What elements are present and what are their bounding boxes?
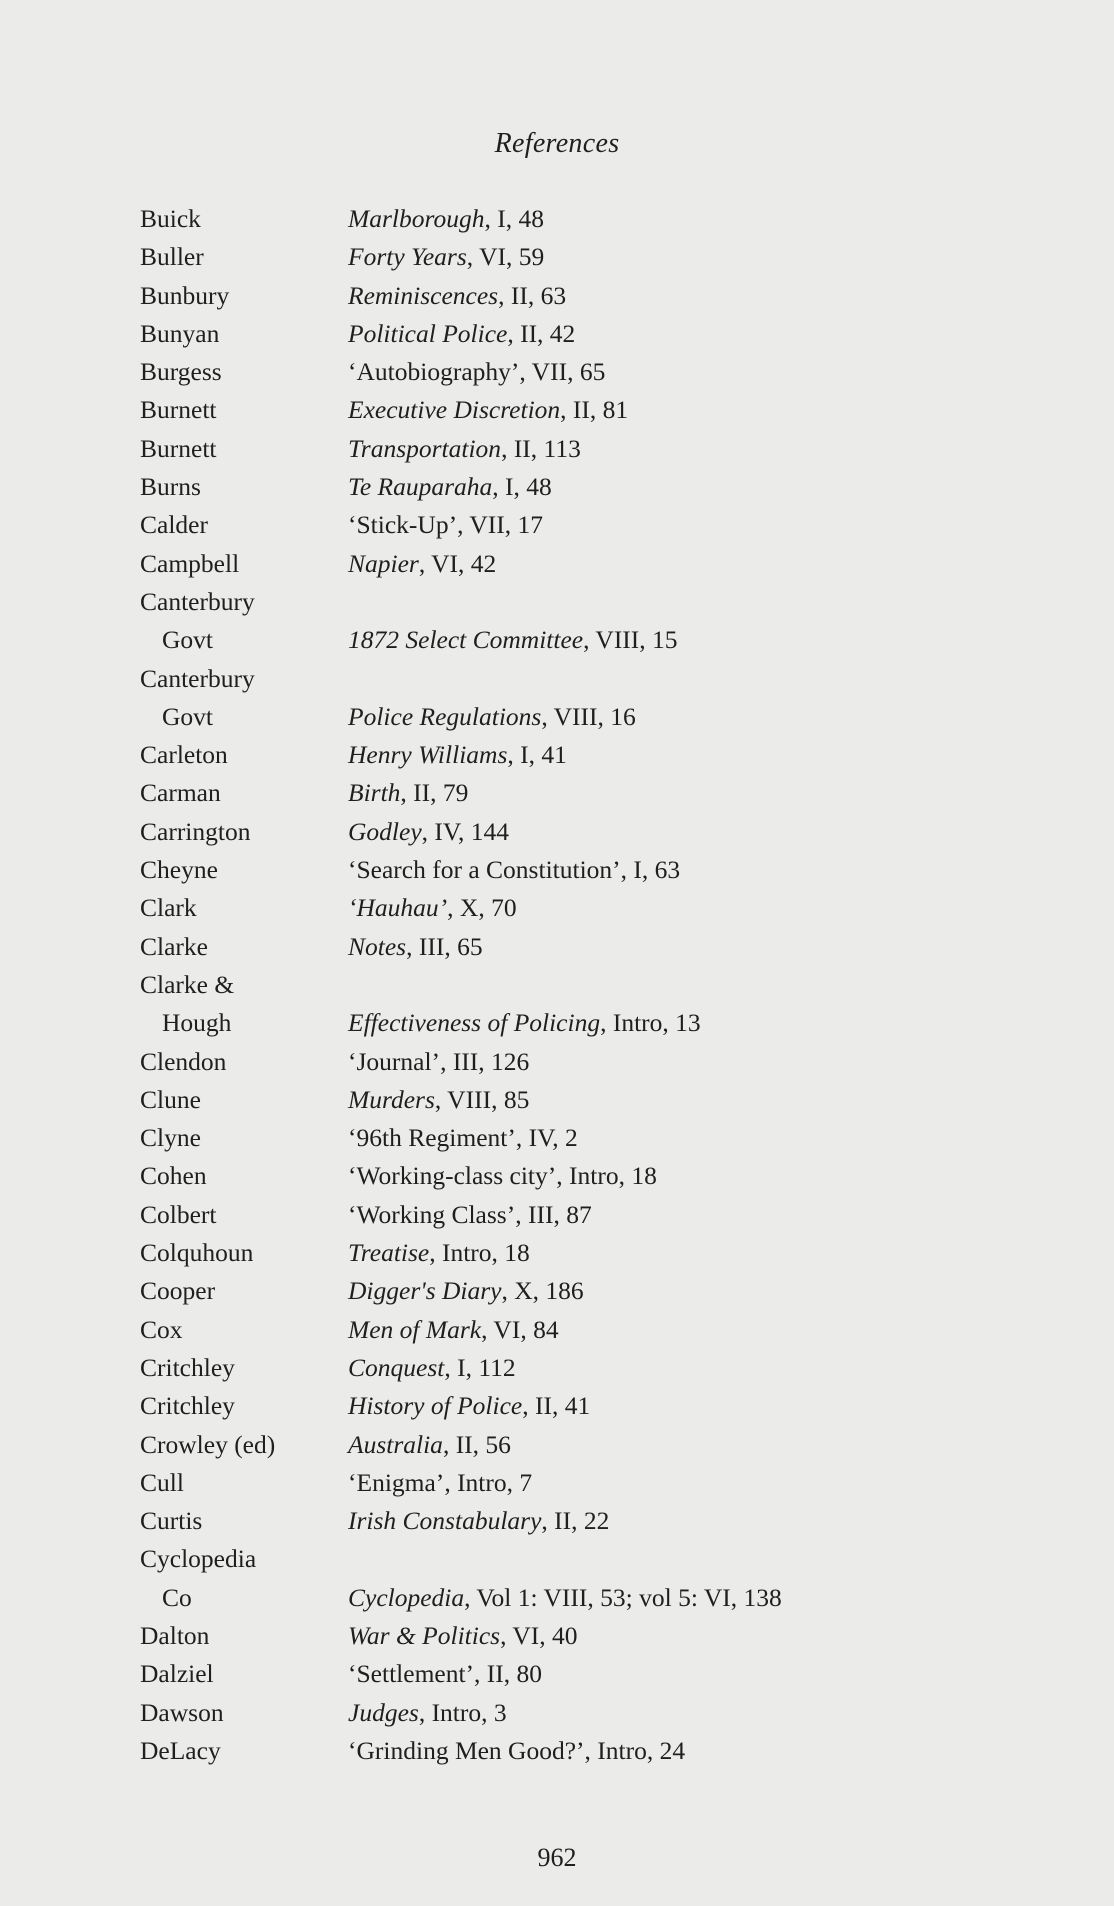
reference-entry [140,1502,1000,1540]
volume-page-ref: , VI, 84 [481,1314,559,1344]
author-name-line: Co [162,1582,192,1612]
reference-work [348,353,1000,391]
work-title: Forty Years [348,242,467,272]
author-name-line: Campbell [140,548,240,578]
volume-page-ref: , I, 112 [444,1352,516,1382]
work-title: ‘Working-class city’ [348,1161,557,1191]
work-title: Executive Discretion [348,395,561,425]
reference-author [140,813,348,851]
author-name-line: Govt [162,625,213,655]
author-name-line: Buick [140,204,201,233]
reference-entry [140,200,1000,238]
work-title: Effectiveness of Policing [348,1008,601,1038]
author-name-line: Cull [140,1467,184,1497]
volume-page-ref: , II, 63 [498,280,567,310]
volume-page-ref: , X, 70 [447,893,517,923]
reference-entry [140,238,1000,276]
reference-author [140,1234,348,1272]
reference-author [140,928,348,966]
reference-author [140,1311,348,1349]
reference-author [140,1617,348,1655]
reference-entry [140,928,1000,966]
reference-entry [140,774,1000,812]
author-name-line: Bunyan [140,318,220,348]
reference-author [140,1043,348,1081]
volume-page-ref: , VII, 17 [457,510,544,540]
volume-page-ref: , VI, 59 [466,242,545,272]
reference-work [348,1655,1000,1693]
reference-work [348,660,1000,737]
author-name-line: Carman [140,778,221,808]
volume-page-ref: , I, 48 [492,472,552,502]
reference-work [348,1502,1000,1540]
work-title: ‘Grinding Men Good?’ [348,1735,585,1765]
author-name-line: Hough [162,1008,232,1038]
volume-page-ref: , II, 81 [560,395,629,425]
reference-entry [140,1426,1000,1464]
reference-entry [140,391,1000,429]
reference-work [348,1272,1000,1310]
author-name-line: Calder [140,510,208,540]
author-name-line: Critchley [140,1352,235,1382]
reference-author [140,1426,348,1464]
work-title: ‘Enigma’ [348,1467,445,1497]
reference-work [348,1732,1000,1770]
volume-page-ref: , Intro, 7 [444,1467,533,1497]
reference-entry [140,315,1000,353]
reference-entry [140,813,1000,851]
reference-work [348,966,1000,1043]
reference-work [348,928,1000,966]
reference-work [348,430,1000,468]
work-title: ‘Hauhau’ [348,893,448,923]
reference-work [348,1234,1000,1272]
author-name-line: Cox [140,1314,183,1344]
work-title: ‘Working Class’ [348,1199,516,1229]
reference-work [348,813,1000,851]
volume-page-ref: , III, 126 [440,1046,530,1076]
reference-entry [140,966,1000,1043]
reference-author [140,353,348,391]
volume-page-ref: , VIII, 85 [434,1084,530,1114]
reference-author [140,1119,348,1157]
reference-work [348,1426,1000,1464]
work-title: ‘Settlement’ [348,1659,475,1689]
reference-entry [140,1234,1000,1272]
reference-author [140,660,348,737]
work-title: Treatise [348,1238,430,1268]
reference-work [348,200,1000,238]
volume-page-ref: , X, 186 [501,1276,584,1306]
reference-author [140,1272,348,1310]
author-name-line: DeLacy [140,1735,221,1765]
author-name-line: Clendon [140,1046,227,1076]
volume-page-ref: , I, 48 [484,204,544,233]
reference-work [348,1157,1000,1195]
author-name-line: Clark [140,893,197,923]
reference-work [348,1043,1000,1081]
reference-work [348,1540,1000,1617]
author-name-line: Cohen [140,1161,207,1191]
reference-author [140,1157,348,1195]
volume-page-ref: , VII, 65 [519,357,606,387]
work-title: Police Regulations [348,701,542,731]
reference-work [348,1694,1000,1732]
reference-author [140,1464,348,1502]
reference-entry [140,1387,1000,1425]
author-name-line: Colbert [140,1199,217,1229]
volume-page-ref: , III, 65 [406,931,483,961]
reference-entry [140,353,1000,391]
reference-work [348,1387,1000,1425]
reference-entry [140,736,1000,774]
volume-page-ref: , VIII, 15 [583,625,678,655]
work-title: Marlborough [348,204,485,233]
reference-work [348,238,1000,276]
reference-author [140,545,348,583]
work-title: Notes [348,931,407,961]
reference-entry [140,1540,1000,1617]
reference-author [140,1387,348,1425]
author-name-line: Burgess [140,357,222,387]
reference-entry [140,851,1000,889]
reference-entry [140,1311,1000,1349]
volume-page-ref: , IV, 2 [515,1123,578,1153]
reference-author [140,430,348,468]
author-name-line: Buller [140,242,204,272]
work-title: Murders [348,1084,435,1114]
reference-work [348,851,1000,889]
reference-entry [140,1655,1000,1693]
work-title: ‘Journal’ [348,1046,441,1076]
reference-entry [140,506,1000,544]
author-name-line: Canterbury [140,663,255,693]
author-name-line: Burnett [140,395,217,425]
volume-page-ref: , II, 22 [541,1506,610,1536]
reference-author [140,889,348,927]
reference-work [348,1464,1000,1502]
volume-page-ref: , I, 41 [507,740,567,770]
reference-entry [140,1617,1000,1655]
work-title: ‘Search for a Constitution’ [348,855,621,885]
reference-entry [140,583,1000,660]
reference-work [348,277,1000,315]
reference-author [140,277,348,315]
reference-entry [140,1043,1000,1081]
volume-page-ref: , IV, 144 [421,816,510,846]
work-title: Men of Mark [348,1314,482,1344]
reference-work [348,1617,1000,1655]
work-title: War & Politics [348,1620,501,1650]
volume-page-ref: , II, 56 [442,1429,511,1459]
volume-page-ref: , II, 41 [522,1391,591,1421]
author-name-line: Curtis [140,1506,203,1536]
reference-author [140,468,348,506]
author-name-line: Burnett [140,433,217,463]
reference-author [140,1196,348,1234]
reference-work [348,315,1000,353]
reference-work [348,583,1000,660]
work-title: 1872 Select Committee [348,625,584,655]
reference-entry [140,1464,1000,1502]
reference-work [348,1081,1000,1119]
work-title: Birth [348,778,401,808]
author-name-line: Dalziel [140,1659,214,1689]
volume-page-ref: , II, 113 [501,433,581,463]
reference-author [140,966,348,1043]
running-header: References [494,128,620,159]
reference-work [348,545,1000,583]
reference-entry [140,430,1000,468]
work-title: Te Rauparaha [348,472,493,502]
reference-author [140,736,348,774]
reference-author [140,583,348,660]
reference-work [348,774,1000,812]
reference-entry [140,660,1000,737]
reference-author [140,1694,348,1732]
reference-work [348,1119,1000,1157]
volume-page-ref: , VI, 40 [500,1620,578,1650]
reference-author [140,391,348,429]
author-name-line: Clarke [140,931,208,961]
reference-author [140,506,348,544]
reference-work [348,468,1000,506]
reference-author [140,774,348,812]
reference-author [140,1349,348,1387]
reference-author [140,851,348,889]
author-name-line: Crowley (ed) [140,1429,276,1459]
work-title: Godley [348,816,422,846]
reference-work [348,1311,1000,1349]
author-name-line: Carrington [140,816,251,846]
reference-entry [140,277,1000,315]
reference-entry [140,889,1000,927]
volume-page-ref: , Vol 1: VIII, 53; vol 5: VI, 138 [464,1582,782,1612]
work-title: ‘Stick-Up’ [348,510,458,540]
work-title: Napier [348,548,419,578]
reference-work [348,506,1000,544]
volume-page-ref: , Intro, 18 [556,1161,657,1191]
author-name-line: Dalton [140,1620,210,1650]
reference-author [140,200,348,238]
work-title: Irish Constabulary [348,1506,542,1536]
author-name-line: Bunbury [140,280,230,310]
volume-page-ref: , II, 79 [400,778,469,808]
volume-page-ref: , VIII, 16 [541,701,636,731]
volume-page-ref: , II, 42 [507,318,576,348]
author-name-line: Critchley [140,1391,235,1421]
volume-page-ref: , Intro, 24 [584,1735,686,1765]
reference-work [348,391,1000,429]
reference-author [140,1655,348,1693]
author-name-line: Govt [162,701,213,731]
author-name-line: Cheyne [140,855,218,885]
work-title: Conquest [348,1352,445,1382]
work-title: Henry Williams [348,740,508,770]
volume-page-ref: , Intro, 18 [429,1238,530,1268]
work-title: Cyclopedia [348,1582,465,1612]
reference-author [140,1540,348,1617]
reference-entry [140,1157,1000,1195]
work-title: ‘96th Regiment’ [348,1123,516,1153]
author-name-line: Cyclopedia [140,1544,257,1574]
volume-page-ref: , I, 63 [620,855,681,885]
author-name-line: Dawson [140,1697,224,1727]
work-title: Reminiscences [348,280,499,310]
reference-entry [140,1119,1000,1157]
work-title: Judges [348,1697,419,1727]
author-name-line: Burns [140,472,201,502]
reference-entry [140,1081,1000,1119]
volume-page-ref: , III, 87 [515,1199,592,1229]
reference-work [348,889,1000,927]
author-name-line: Cooper [140,1276,216,1306]
author-name-line: Clarke & [140,969,235,999]
reference-entry [140,468,1000,506]
work-title: Political Police [348,318,508,348]
reference-entry [140,1196,1000,1234]
work-title: ‘Autobiography’ [348,357,520,387]
volume-page-ref: , VI, 42 [418,548,497,578]
reference-entry [140,545,1000,583]
reference-author [140,315,348,353]
volume-page-ref: , II, 80 [474,1659,543,1689]
page-number: 962 [537,1843,577,1872]
reference-author [140,1081,348,1119]
reference-work [348,1196,1000,1234]
author-name-line: Colquhoun [140,1238,254,1268]
work-title: Australia [348,1429,443,1459]
reference-author [140,238,348,276]
reference-work [348,736,1000,774]
author-name-line: Clyne [140,1123,201,1153]
reference-work [348,1349,1000,1387]
author-name-line: Carleton [140,740,228,770]
author-name-line: Canterbury [140,586,255,616]
reference-entry [140,1272,1000,1310]
reference-entry [140,1732,1000,1770]
reference-list [140,200,1000,1770]
work-title: History of Police [348,1391,523,1421]
reference-author [140,1502,348,1540]
work-title: Digger's Diary [348,1276,502,1306]
reference-entry [140,1349,1000,1387]
volume-page-ref: , Intro, 13 [600,1008,701,1038]
reference-entry [140,1694,1000,1732]
volume-page-ref: , Intro, 3 [418,1697,507,1727]
author-name-line: Clune [140,1084,201,1114]
reference-author [140,1732,348,1770]
work-title: Transportation [348,433,502,463]
